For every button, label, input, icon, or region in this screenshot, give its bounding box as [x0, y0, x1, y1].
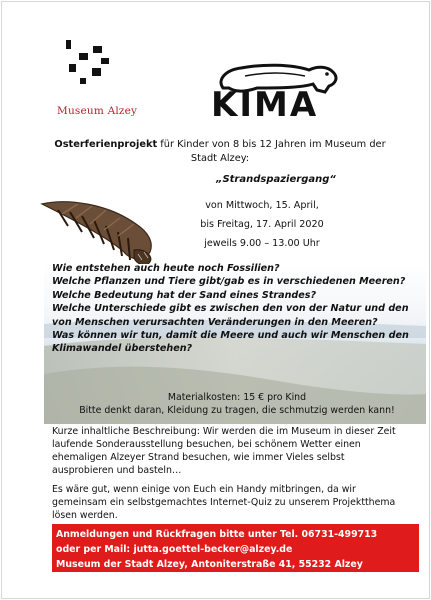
- logo-square: [101, 58, 109, 64]
- cost-info: [52, 391, 422, 417]
- logo-square: [92, 68, 101, 76]
- kima-text: KIMA: [211, 85, 319, 120]
- question-item: Welche Unterschiede gibt es zwischen den von der Natur und den von Menschen verursachten Veränderungen in den Meeren?: [52, 303, 409, 328]
- question-list: [52, 262, 422, 356]
- logo-square: [69, 64, 76, 72]
- fossil-image: [38, 190, 166, 272]
- contact-box: [52, 524, 419, 572]
- logo-square: [66, 40, 71, 49]
- question-item: Welche Bedeutung hat der Sand eines Strandes?: [52, 289, 317, 301]
- logo-square: [93, 46, 102, 53]
- project-name: Osterferienprojekt: [54, 139, 158, 150]
- logo-square: [79, 53, 88, 60]
- contact-phone: Anmeldungen und Rückfragen bitte unter Tel. 06731-499713: [56, 529, 378, 540]
- intro-text: [40, 138, 400, 166]
- question-item: Welche Pflanzen und Tiere gibt/gab es in verschiedenen Meeren?: [52, 276, 406, 288]
- contact-address: Museum der Stadt Alzey, Antoniterstraße 41, 55232 Alzey: [56, 559, 363, 570]
- material-cost: Materialkosten: 15 € pro Kind: [167, 392, 307, 403]
- description-paragraph: Es wäre gut, wenn einige von Euch ein Handy mitbringen, da wir gemeinsam ein selbstgemachtes Internet-Quiz zu unserem Projektthema lösen werden.: [52, 484, 396, 521]
- date-from: von Mittwoch, 15. April,: [205, 200, 319, 211]
- logo-square: [80, 78, 86, 84]
- date-to: bis Freitag, 17. April 2020: [200, 219, 324, 230]
- description-paragraph: Kurze inhaltliche Beschreibung: Wir werden die im Museum in dieser Zeit laufende Sonderausstellung besuchen, bei schönem Wetter einen ehemaligen Alzeyer Strand besuchen, wie immer Vieles selbst ausprobieren und basteln…: [52, 426, 396, 476]
- museum-name: Museum Alzey: [57, 105, 138, 117]
- description: [52, 425, 402, 528]
- event-time: jeweils 9.00 – 13.00 Uhr: [204, 238, 320, 249]
- event-dates: [182, 196, 342, 253]
- contact-email[interactable]: oder per Mail: jutta.goettel-becker@alzey.de: [56, 544, 293, 555]
- kima-logo: [205, 58, 345, 120]
- clothing-note: Bitte denkt daran, Kleidung zu tragen, die schmutzig werden kann!: [79, 405, 395, 416]
- question-item: Wie entstehen auch heute noch Fossilien?: [52, 263, 280, 274]
- event-title: „Strandspaziergang“: [216, 174, 336, 185]
- intro-rest: für Kinder von 8 bis 12 Jahren im Museum der Stadt Alzey:: [157, 139, 386, 164]
- question-item: Was können wir tun, damit die Meere und auch wir Menschen den Klimawandel überstehen?: [52, 330, 409, 355]
